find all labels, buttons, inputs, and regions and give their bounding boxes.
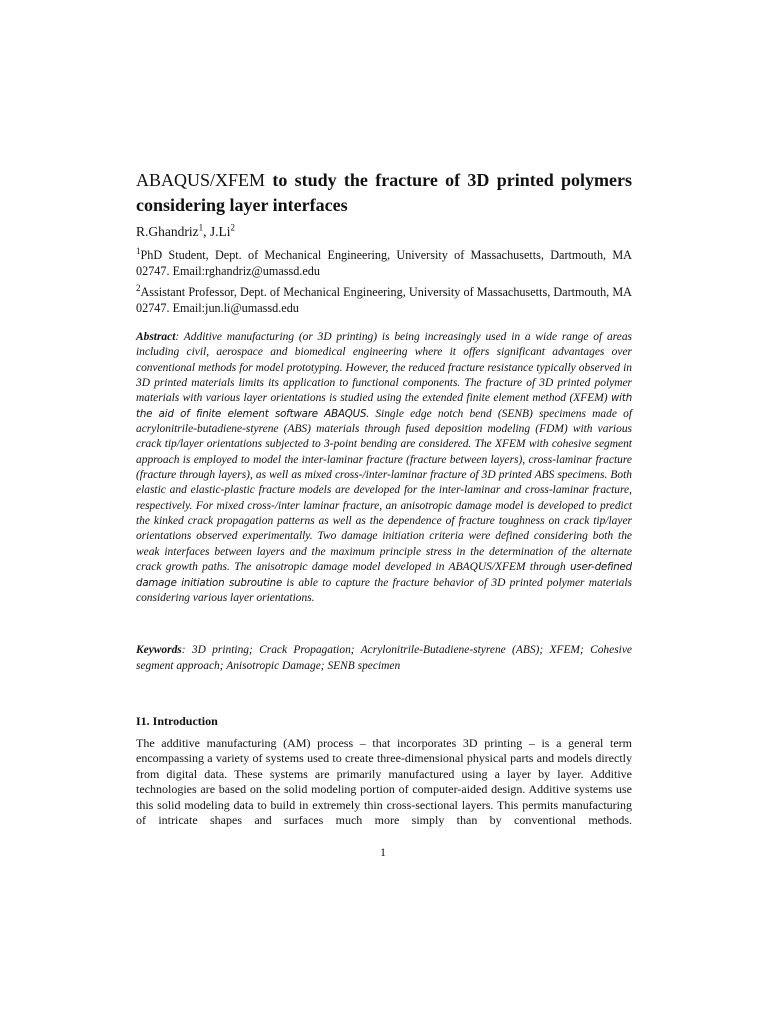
author-name: R.Ghandriz (136, 224, 199, 239)
author-affiliation-mark: 1 (198, 222, 204, 233)
author-separator: , (203, 224, 210, 239)
introduction-paragraph: The additive manufacturing (AM) process – that incorporates 3D printing – is a general term encompassing a variety of systems used to create three-dimensional physical parts and models directly from digital data. These systems are primarily manufactured using a layer by layer. Additive technologies are based on the solid modeling portion of computer-aided design. Additive systems use this solid modeling data to build in extremely thin cross-sectional layers. This permits manufacturing of intricate shapes and surfaces much more simply than by conventional methods. (136, 736, 632, 828)
affiliation-1 (136, 247, 632, 279)
author-line (136, 223, 235, 241)
abstract-text: : Additive manufacturing (or 3D printing) is being increasingly used in a wide range of areas including civil, aerospace and biomedical engineering where it offers significant advantages over conventional methods for model prototyping. However, the reduced fracture resistance typically observed in 3D printed materials limits its application to functional components. The fracture of 3D printed polymer materials with various layer orientations is studied using the extended finite element method (XFEM) (136, 331, 632, 405)
affiliation-mark: 2 (136, 282, 141, 293)
keywords-text: : 3D printing; Crack Propagation; Acrylonitrile-Butadiene-styrene (ABS); XFEM; Cohesive segment approach; Anisotropic Damage; SENB specimen (136, 644, 632, 672)
affiliation-2 (136, 284, 632, 316)
abstract-handwritten-phrase: with the aid of finite element software ABAQUS (136, 393, 632, 420)
page-number: 1 (380, 845, 386, 859)
abstract-text: . Single edge notch bend (SENB) specimens made of acrylonitrile-butadiene-styrene (ABS) materials through fused deposition modeling (FDM) with various crack tip/layer orientations subjected to 3-point bending are considered. The XFEM with cohesive segment approach is employed to model the inter-laminar fracture (fracture between layers), cross-laminar fracture (fracture through layers), as well as mixed cross-/inter-laminar fracture of 3D printed ABS specimens. Both elastic and elastic-plastic fracture models are developed for the inter-laminar and cross-laminar fracture, respectively. For mixed cross-/inter laminar fracture, an anisotropic damage model is developed to predict the kinked crack propagation patterns as well as the dependence of fracture toughness on crack tip/layer orientations observed experimentally. Two damage initiation criteria were defined considering both the weak interfaces between layers and the maximum principle stress in the determination of the alternate crack growth paths. The anisotropic damage model developed in ABAQUS/XFEM through (136, 407, 633, 574)
paper-page (136, 0, 632, 1024)
author-affiliation-mark: 2 (230, 222, 235, 233)
abstract-handwritten-phrase: user-defined damage initiation subroutine (136, 562, 632, 589)
affiliation-mark: 1 (136, 245, 141, 256)
title-rest: to study the fracture of 3D printed polymers considering layer interfaces (136, 170, 632, 215)
paper-title (136, 168, 632, 218)
affiliation-text: PhD Student, Dept. of Mechanical Engineering, University of Massachusetts, Dartmouth, MA 02747. Email:rghandriz@umassd.edu (136, 248, 632, 278)
affiliation-text: Assistant Professor, Dept. of Mechanical Engineering, University of Massachusetts, Dartmouth, MA 02747. Email:jun.li@umassd.edu (136, 285, 632, 315)
author-name: J.Li (209, 224, 231, 239)
keywords (136, 642, 632, 674)
abstract (136, 330, 632, 606)
section-heading: I1. Introduction (136, 714, 218, 728)
abstract-text: is able to capture the fracture behavior of 3D printed polymer materials considering various layer orientations. (136, 576, 632, 604)
keywords-label: Keywords (136, 644, 182, 656)
abstract-label: Abstract (136, 331, 176, 343)
title-lead: ABAQUS/XFEM (136, 170, 266, 190)
